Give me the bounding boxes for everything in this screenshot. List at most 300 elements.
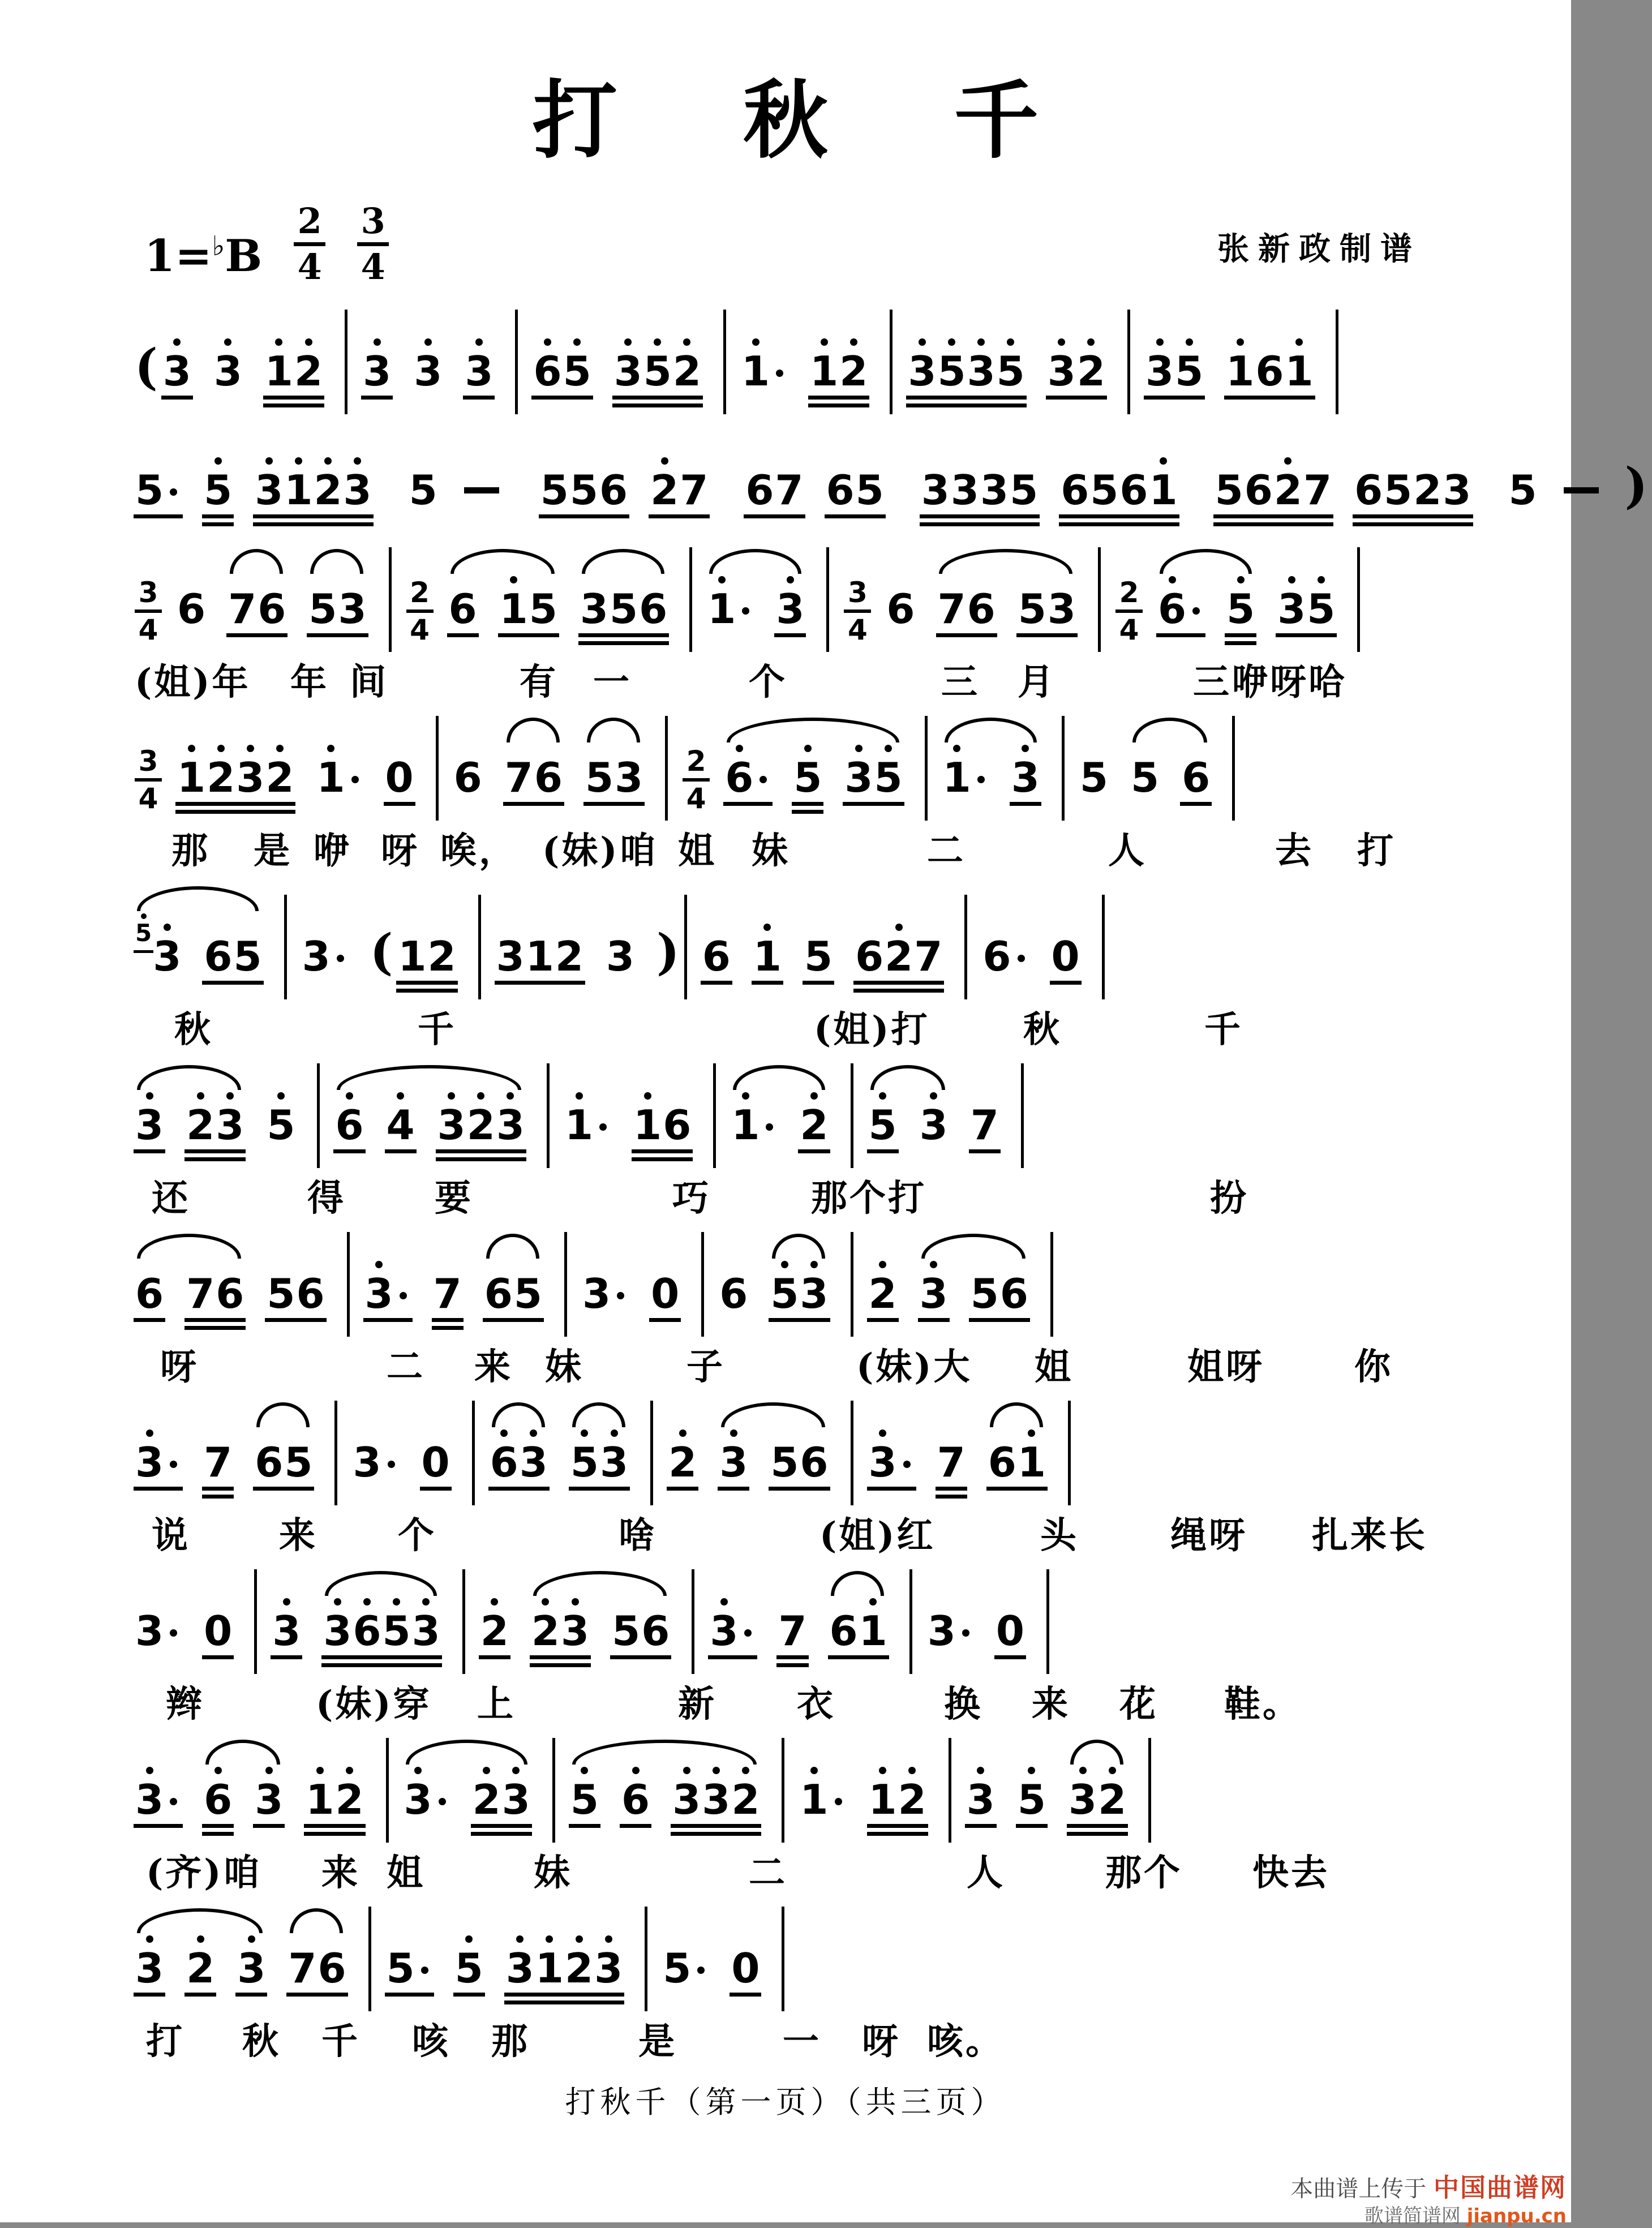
beam-underline bbox=[483, 1318, 544, 1322]
note: 5 bbox=[937, 338, 966, 392]
measure bbox=[135, 1057, 317, 1168]
barline bbox=[345, 310, 347, 414]
note: 3 bbox=[928, 1598, 956, 1651]
beam-underline bbox=[363, 1318, 413, 1322]
note: 2 bbox=[186, 1092, 214, 1145]
note: 5 bbox=[793, 745, 822, 798]
note-cluster bbox=[970, 1261, 1029, 1314]
note: 5 bbox=[869, 1092, 897, 1145]
note-cluster bbox=[668, 1429, 697, 1483]
note: 6 bbox=[967, 576, 996, 629]
beam-underline bbox=[184, 1318, 246, 1322]
measure bbox=[1115, 541, 1357, 652]
octave-dot bbox=[1295, 338, 1303, 346]
note: 5 bbox=[1090, 457, 1118, 510]
note-cluster bbox=[886, 576, 915, 629]
beam-underline bbox=[774, 633, 806, 637]
slur-arc bbox=[587, 718, 640, 742]
beam-underline bbox=[134, 1318, 165, 1322]
note-cluster bbox=[505, 1935, 623, 1989]
note-cluster bbox=[472, 1767, 531, 1820]
lyric-syllable: 那 bbox=[171, 822, 210, 874]
lyric-syllable: 新 bbox=[678, 1675, 716, 1727]
beam-underline bbox=[539, 514, 629, 518]
octave-dot bbox=[224, 338, 231, 346]
note-cluster bbox=[1226, 576, 1255, 629]
beam-underline bbox=[808, 396, 869, 400]
system bbox=[135, 1563, 1497, 1720]
measure bbox=[480, 1563, 692, 1674]
note-cluster bbox=[499, 576, 558, 629]
slur-arc bbox=[450, 549, 555, 574]
system bbox=[135, 878, 1497, 1046]
notation-line bbox=[135, 303, 1497, 414]
beam-underline bbox=[671, 1824, 761, 1828]
note: 3 bbox=[600, 1429, 628, 1483]
note: 6 bbox=[988, 1429, 1016, 1483]
note: 5 bbox=[514, 1261, 542, 1314]
octave-dot bbox=[720, 1598, 728, 1605]
note-cluster bbox=[1559, 487, 1603, 510]
note-cluster bbox=[288, 1935, 346, 1989]
note-cluster bbox=[177, 576, 206, 629]
augmentation-dot bbox=[744, 1629, 752, 1637]
lyric-syllable: 绳呀 bbox=[1170, 1506, 1247, 1559]
octave-dot bbox=[1087, 338, 1095, 346]
note: 3 bbox=[908, 338, 936, 392]
augmentation-dot bbox=[439, 1798, 446, 1805]
note: 1 bbox=[398, 924, 426, 977]
note-cluster bbox=[844, 745, 903, 798]
beam-underline bbox=[453, 1993, 485, 1997]
note: 6 bbox=[533, 338, 561, 392]
octave-dot bbox=[1160, 457, 1167, 465]
note: 5 bbox=[308, 576, 337, 629]
note-cluster bbox=[533, 338, 591, 392]
note: 3 bbox=[496, 1092, 525, 1145]
barline bbox=[713, 1063, 716, 1168]
barline bbox=[472, 1401, 475, 1505]
note-cluster bbox=[745, 457, 804, 510]
octave-dot bbox=[275, 338, 282, 346]
note-cluster bbox=[135, 1767, 182, 1820]
barline bbox=[1068, 1401, 1071, 1505]
notation-line bbox=[135, 541, 1497, 652]
beam-underline bbox=[175, 802, 295, 806]
octave-dot bbox=[977, 1767, 984, 1774]
note: 6 bbox=[353, 1598, 381, 1651]
measure bbox=[409, 422, 525, 533]
measure bbox=[272, 1563, 462, 1674]
barline bbox=[436, 716, 439, 821]
note: 2 bbox=[1077, 338, 1105, 392]
note-cluster bbox=[254, 1767, 284, 1820]
note-cluster bbox=[364, 1261, 411, 1314]
augmentation-dot bbox=[697, 1967, 705, 1974]
slur-arc bbox=[486, 1234, 539, 1259]
lyric-line bbox=[135, 1675, 1497, 1720]
lyric-syllable: 来 bbox=[279, 1506, 317, 1559]
note: 1 bbox=[633, 1092, 662, 1145]
note: 5 bbox=[804, 924, 833, 977]
note: 5 bbox=[135, 457, 164, 510]
note: 3 bbox=[404, 1767, 432, 1820]
barline bbox=[1021, 1063, 1024, 1168]
measure bbox=[540, 422, 731, 533]
octave-dot bbox=[879, 1092, 886, 1100]
watermark bbox=[1290, 2172, 1567, 2228]
beam-underline bbox=[1010, 802, 1041, 806]
note: 6 bbox=[641, 1598, 670, 1651]
lyric-line bbox=[135, 1844, 1497, 1889]
note: 5 bbox=[770, 1429, 799, 1483]
beam-underline bbox=[828, 1655, 889, 1659]
note: 3 bbox=[363, 338, 391, 392]
note: 0 bbox=[1052, 924, 1080, 977]
measure bbox=[745, 422, 906, 533]
note: 1 bbox=[731, 1092, 760, 1145]
beam-underline bbox=[708, 1655, 757, 1659]
note: 5 bbox=[1131, 745, 1159, 798]
note: 1 bbox=[810, 338, 838, 392]
note-cluster bbox=[272, 1598, 301, 1651]
note: 6 bbox=[490, 1429, 518, 1483]
note: 5 bbox=[971, 1261, 999, 1314]
time-signature: 2 4 bbox=[683, 747, 710, 798]
note: 3 bbox=[338, 576, 366, 629]
measure bbox=[668, 1394, 850, 1505]
octave-dot bbox=[1156, 338, 1164, 346]
note: 2 bbox=[427, 924, 456, 977]
slur-arc bbox=[406, 1740, 527, 1765]
ts-numerator: 2 bbox=[298, 204, 322, 239]
note-cluster bbox=[1068, 1767, 1127, 1820]
augmentation-dot bbox=[421, 1967, 428, 1974]
note-cluster bbox=[135, 1429, 182, 1483]
note-cluster bbox=[203, 924, 262, 977]
note-cluster bbox=[1215, 457, 1332, 510]
octave-dot bbox=[346, 1767, 353, 1774]
note: 6 bbox=[1182, 745, 1210, 798]
measure bbox=[135, 710, 436, 821]
octave-dot bbox=[1028, 1429, 1035, 1437]
beam-underline bbox=[632, 1149, 693, 1153]
slur-arc bbox=[325, 1571, 437, 1596]
note: 6 bbox=[725, 745, 753, 798]
note: 3 bbox=[236, 745, 264, 798]
note: 2 bbox=[1413, 457, 1441, 510]
note-cluster bbox=[1011, 745, 1040, 798]
note: 2 bbox=[673, 338, 701, 392]
note: 6 bbox=[177, 576, 205, 629]
octave-dot bbox=[810, 1261, 818, 1268]
note-cluster bbox=[1060, 457, 1178, 510]
note: 3 bbox=[614, 338, 642, 392]
beam-underline bbox=[436, 1157, 526, 1161]
note-cluster bbox=[613, 338, 702, 392]
beam-underline bbox=[286, 1993, 347, 1997]
octave-dot bbox=[611, 1429, 618, 1437]
note: 3 bbox=[1277, 576, 1306, 629]
beam-underline bbox=[1353, 514, 1473, 518]
octave-dot bbox=[483, 1767, 490, 1774]
note: 3 bbox=[365, 1261, 393, 1314]
time-signature-3-4 bbox=[357, 204, 389, 285]
beam-underline bbox=[612, 403, 703, 407]
note: 3 bbox=[615, 745, 643, 798]
lyric-syllable: (姐)年 bbox=[135, 653, 251, 705]
beam-underline bbox=[906, 403, 1026, 407]
measure bbox=[868, 1057, 1021, 1168]
beam-underline bbox=[202, 522, 234, 526]
note-cluster bbox=[413, 338, 443, 392]
measure bbox=[921, 422, 1200, 533]
slur-arc bbox=[1070, 1740, 1123, 1765]
note: 3 bbox=[135, 1092, 164, 1145]
note: 1 bbox=[306, 1767, 334, 1820]
note-cluster bbox=[254, 1429, 313, 1483]
note-cluster bbox=[719, 1429, 748, 1483]
lyric-line bbox=[135, 1506, 1497, 1552]
octave-dot bbox=[530, 1429, 537, 1437]
measure bbox=[386, 1900, 645, 2011]
note: 3 bbox=[163, 338, 191, 392]
octave-dot bbox=[414, 1767, 422, 1774]
beam-underline bbox=[776, 1663, 808, 1667]
note-cluster bbox=[386, 1092, 415, 1145]
note-cluster bbox=[460, 487, 504, 510]
octave-dot bbox=[507, 1092, 514, 1100]
lyric-syllable: 那个 bbox=[1105, 1844, 1182, 1896]
beam-underline bbox=[610, 1655, 671, 1659]
note: 0 bbox=[422, 1429, 450, 1483]
octave-dot bbox=[197, 1935, 204, 1943]
note: 7 bbox=[938, 576, 966, 629]
dash-note bbox=[1564, 487, 1599, 493]
ts-numerator: 3 bbox=[361, 204, 385, 239]
octave-dot bbox=[718, 576, 726, 583]
lyric-syllable: 子 bbox=[686, 1338, 725, 1390]
note: 2 bbox=[1274, 457, 1302, 510]
note: 5 bbox=[1509, 457, 1537, 510]
beam-underline bbox=[798, 1149, 830, 1153]
system bbox=[135, 1394, 1497, 1552]
slur-arc bbox=[256, 1402, 310, 1427]
lyric-syllable: 那个打 bbox=[811, 1169, 926, 1221]
note-cluster bbox=[826, 457, 885, 510]
note: 2 bbox=[473, 1767, 501, 1820]
measure bbox=[564, 1057, 713, 1168]
beam-underline bbox=[184, 1149, 246, 1153]
beam-underline bbox=[202, 1487, 234, 1491]
note-cluster bbox=[448, 576, 478, 629]
barline bbox=[650, 1401, 653, 1505]
barline bbox=[782, 1907, 784, 2011]
slur-arc bbox=[945, 718, 1037, 742]
measure bbox=[1508, 422, 1652, 533]
slur-arc bbox=[582, 549, 664, 574]
octave-dot bbox=[375, 1261, 383, 1268]
barline bbox=[851, 1063, 853, 1168]
note-cluster bbox=[203, 457, 233, 510]
augmentation-dot bbox=[599, 1123, 607, 1131]
slur-arc bbox=[205, 1740, 280, 1765]
beam-underline bbox=[752, 981, 783, 985]
measure bbox=[302, 888, 478, 999]
ts-bar bbox=[357, 242, 389, 246]
octave-dot bbox=[581, 1429, 588, 1437]
note: 1 bbox=[526, 924, 554, 977]
barline bbox=[254, 1569, 257, 1674]
beam-underline bbox=[1213, 514, 1333, 518]
lyric-syllable: 辫 bbox=[166, 1675, 204, 1727]
note: 3 bbox=[412, 1598, 440, 1651]
octave-dot bbox=[354, 457, 361, 465]
beam-underline bbox=[184, 1157, 246, 1161]
measure bbox=[135, 1563, 254, 1674]
parenthesis: ) bbox=[1625, 462, 1648, 510]
octave-dot bbox=[393, 1598, 400, 1605]
note: 6 bbox=[335, 1092, 363, 1145]
note-cluster bbox=[266, 1092, 295, 1145]
lyric-syllable: (姐)打 bbox=[814, 1001, 930, 1053]
note: 2 bbox=[869, 1261, 897, 1314]
lyric-syllable: 千 bbox=[418, 1001, 456, 1053]
octave-dot bbox=[217, 745, 225, 752]
augmentation-dot bbox=[351, 776, 359, 783]
octave-dot bbox=[173, 338, 181, 346]
lyric-syllable: (妹)穿 bbox=[316, 1675, 432, 1727]
measure bbox=[907, 303, 1127, 414]
augmentation-dot bbox=[835, 1798, 842, 1805]
beam-underline bbox=[792, 802, 823, 806]
measure bbox=[364, 1226, 564, 1337]
augmentation-dot bbox=[962, 1629, 969, 1637]
note-cluster bbox=[1018, 576, 1076, 629]
barline bbox=[964, 895, 967, 999]
beam-underline bbox=[202, 1655, 234, 1659]
note: 6 bbox=[1354, 457, 1383, 510]
note-cluster bbox=[386, 1935, 433, 1989]
note: 2 bbox=[800, 1092, 828, 1145]
note: 5 bbox=[1215, 457, 1243, 510]
slur-arc bbox=[290, 1908, 343, 1933]
beam-underline bbox=[965, 1824, 997, 1828]
lyric-syllable: 头 bbox=[1040, 1506, 1079, 1559]
note-cluster bbox=[921, 457, 1039, 510]
augmentation-dot bbox=[776, 370, 783, 377]
note: 7 bbox=[775, 457, 803, 510]
system bbox=[135, 303, 1497, 414]
octave-dot bbox=[730, 1429, 737, 1437]
beam-underline bbox=[918, 1318, 950, 1322]
beam-underline bbox=[867, 1487, 916, 1491]
beam-underline bbox=[920, 514, 1040, 518]
beam-underline bbox=[385, 1993, 434, 1997]
lyric-syllable: 二 bbox=[927, 822, 966, 874]
octave-dot bbox=[324, 457, 332, 465]
note: 5 bbox=[997, 338, 1025, 392]
barline bbox=[782, 1738, 784, 1843]
beam-underline bbox=[384, 802, 415, 806]
note-cluster bbox=[1017, 1767, 1046, 1820]
note: 5 bbox=[585, 745, 613, 798]
note: 2 bbox=[885, 924, 913, 977]
beam-underline bbox=[471, 1824, 532, 1828]
note-cluster bbox=[1047, 338, 1106, 392]
note: 3 bbox=[135, 1935, 164, 1989]
note-cluster bbox=[868, 1261, 898, 1314]
barline bbox=[389, 547, 392, 652]
beam-underline bbox=[906, 396, 1026, 400]
octave-dot bbox=[763, 924, 771, 931]
octave-dot bbox=[512, 1767, 520, 1774]
lyric-line bbox=[135, 1338, 1497, 1383]
beam-underline bbox=[1213, 522, 1333, 526]
note-cluster bbox=[1145, 338, 1204, 392]
augmentation-dot bbox=[400, 1292, 407, 1299]
lyric-syllable: 姐呀 bbox=[1187, 1338, 1264, 1390]
note-cluster bbox=[316, 745, 363, 798]
note-cluster bbox=[404, 1767, 450, 1820]
note: 5 bbox=[874, 745, 903, 798]
lyric-line bbox=[135, 1169, 1497, 1214]
beam-underline bbox=[202, 1495, 234, 1499]
note: 5 bbox=[1175, 338, 1203, 392]
beam-underline bbox=[307, 633, 368, 637]
grace-note bbox=[135, 913, 152, 945]
notation-line bbox=[135, 1057, 1497, 1168]
measure bbox=[496, 888, 684, 999]
octave-dot bbox=[919, 338, 926, 346]
note: 5 bbox=[383, 1598, 411, 1651]
lyric-syllable: 人 bbox=[967, 1844, 1005, 1896]
lyric-syllable: 你 bbox=[1354, 1338, 1393, 1390]
measure bbox=[731, 1057, 850, 1168]
beam-underline bbox=[776, 1655, 808, 1659]
note: 2 bbox=[650, 457, 679, 510]
note: 2 bbox=[207, 745, 235, 798]
note: 6 bbox=[800, 1429, 828, 1483]
note: 3 bbox=[776, 576, 804, 629]
measure bbox=[1145, 303, 1336, 414]
beam-underline bbox=[235, 1993, 267, 1997]
lyric-syllable: 上 bbox=[477, 1675, 516, 1727]
slur-arc bbox=[831, 1571, 884, 1596]
beam-underline bbox=[253, 1824, 285, 1828]
note-cluster bbox=[362, 338, 392, 392]
slur-arc bbox=[709, 549, 801, 574]
note: 6 bbox=[886, 576, 915, 629]
octave-dot bbox=[422, 1598, 430, 1605]
beam-underline bbox=[612, 396, 703, 400]
slur-arc bbox=[337, 1065, 521, 1090]
barline bbox=[284, 895, 287, 999]
note-cluster bbox=[254, 457, 372, 510]
note: 3 bbox=[967, 338, 996, 392]
note: 1 bbox=[741, 338, 770, 392]
note: 5 bbox=[204, 457, 232, 510]
note-cluster bbox=[724, 745, 771, 798]
octave-dot bbox=[736, 745, 743, 752]
note: 6 bbox=[135, 1261, 164, 1314]
beam-underline bbox=[530, 1655, 591, 1659]
note: 3 bbox=[844, 745, 873, 798]
note: 1 bbox=[535, 1935, 564, 1989]
note-cluster bbox=[370, 928, 393, 977]
lyric-syllable: (齐)咱 bbox=[146, 1844, 262, 1896]
beam-underline bbox=[578, 641, 669, 645]
